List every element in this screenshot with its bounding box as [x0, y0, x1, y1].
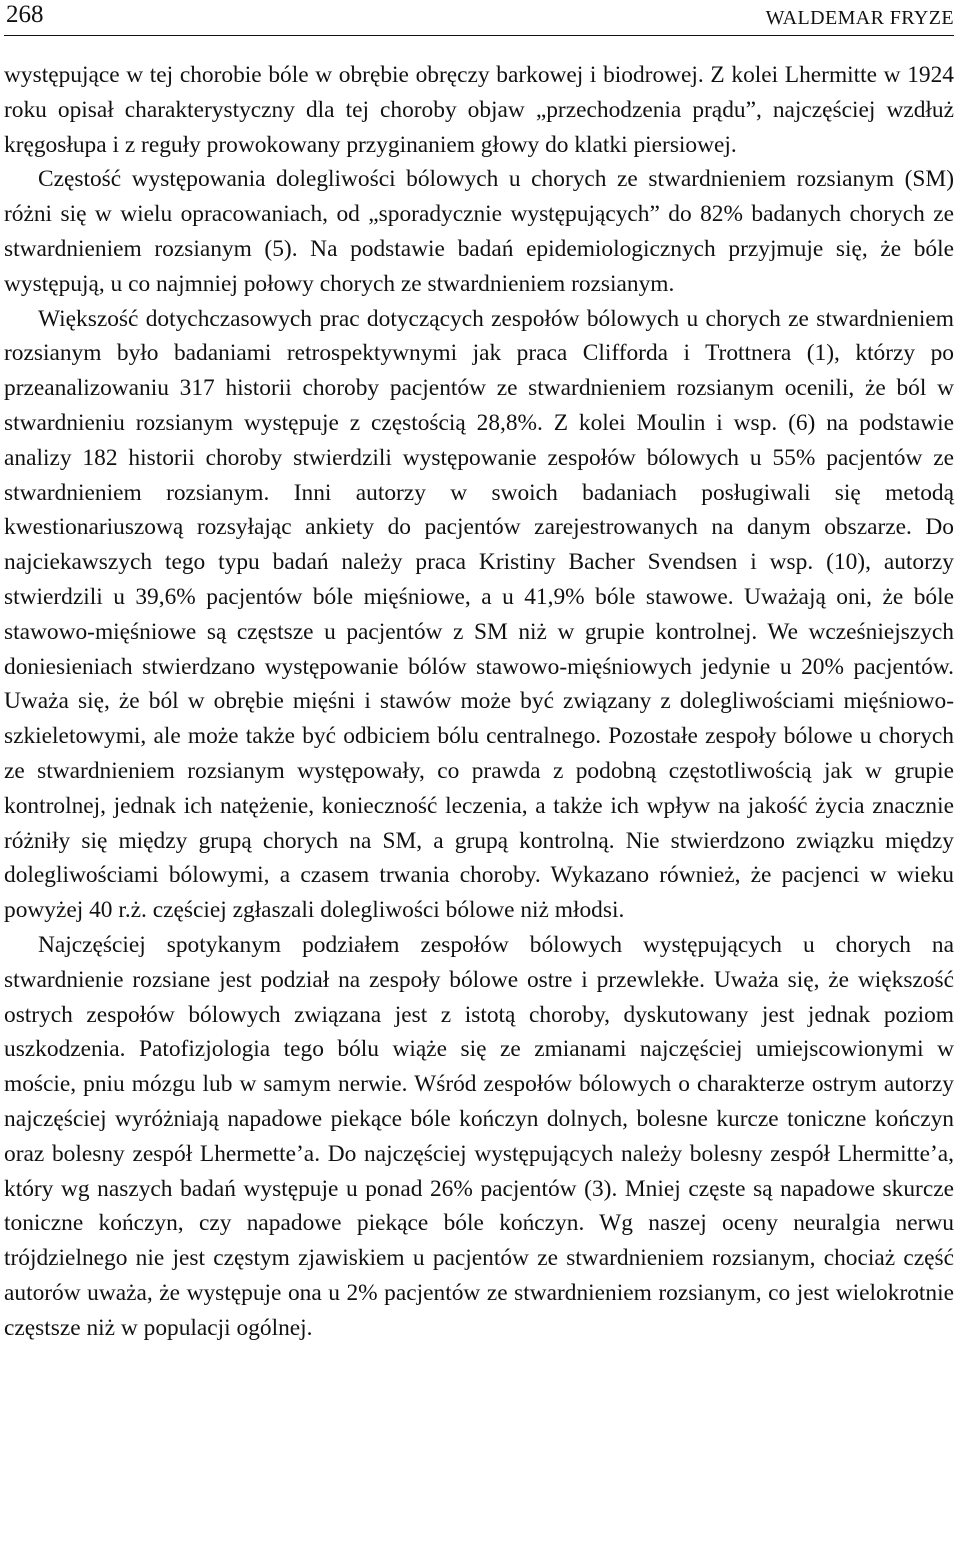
paragraph-4: Najczęściej spotykanym podziałem zespołów bólowych występujących u chorych na stwardnienie rozsiane jest podział na zespoły bólowe ostre i przewlekłe. Uważa się, że większość ostrych zespołów bólowych związana jest z istotą choroby, dyskutowany jest jednak poziom uszkodzenia. Patofizjologia tego bólu wiąże się ze zmianami najczęściej umiejscowionymi w moście, pniu mózgu lub w samym nerwie. Wśród zespołów bólowych o charakterze ostrym autorzy najczęściej wyróżniają napadowe piekące bóle kończyn dolnych, bolesne kurcze toniczne kończyn oraz bolesny zespół Lhermette’a. Do najczęściej występujących należy bolesny zespół Lhermitte’a, który wg naszych badań występuje u ponad 26% pacjentów (3). Mniej częste są napadowe skurcze toniczne kończyn, czy napadowe piekące bóle kończyn. Wg naszej oceny neuralgia nerwu trójdzielnego nie jest częstym zjawiskiem u pacjentów ze stwardnieniem rozsianym, chociaż część autorów uważa, że występuje ona u 2% pacjentów ze stwardnieniem rozsianym, co jest wielokrotnie częstsze niż w populacji ogólnej.: [4, 931, 954, 1341]
header-rule: [4, 35, 954, 36]
page-number: 268: [6, 1, 44, 28]
running-head-author: WALDEMAR FRYZE: [765, 7, 954, 29]
running-head: [4, 2, 954, 30]
paragraph-3: Większość dotychczasowych prac dotyczących zespołów bólowych u chorych ze stwardnieniem rozsianym było badaniami retrospektywnymi jak praca Clifforda i Trottnera (1), którzy po przeanalizowaniu 317 historii choroby pacjentów ze stwardnieniem rozsianym ocenili, że ból w stwardnieniu rozsianym występuje z częstością 28,8%. Z kolei Moulin i wsp. (6) na podstawie analizy 182 historii choroby stwierdzili występowanie zespołów bólowych u 55% pacjentów ze stwardnieniem rozsianym. Inni autorzy w swoich badaniach posługiwali się metodą kwestionariuszową rozsyłając ankiety do pacjentów zarejestrowanych na danym obszarze. Do najciekawszych tego typu badań należy praca Kristiny Bacher Svendsen i wsp. (10), autorzy stwierdzili u 39,6% pacjentów bóle mięśniowe, a u 41,9% bóle stawowe. Uważają oni, że bóle stawowo-mięśniowe są częstsze u pacjentów z SM niż w grupie kontrolnej. We wcześniejszych doniesieniach stwierdzano występowanie bólów stawowo-mięśniowych jedynie u 20% pacjentów. Uważa się, że ból w obrębie mięśni i stawów może być związany z dolegliwościami mięśniowo-szkieletowymi, ale może także być odbiciem bólu centralnego. Pozostałe zespoły bólowe u chorych ze stwardnieniem rozsianym występowały, co prawda z podobną częstotliwością jak w grupie kontrolnej, jednak ich natężenie, konieczność leczenia, a także ich wpływ na jakość życia znacznie różniły się między grupą chorych na SM, a grupą kontrolną. Nie stwierdzono związku między dolegliwościami bólowymi, a czasem trwania choroby. Wykazano również, że pacjenci w wieku powyżej 40 r.ż. częściej zgłaszali dolegliwości bólowe niż młodsi.: [4, 305, 954, 924]
document-page: [4, 0, 954, 1341]
paragraph-2: Częstość występowania dolegliwości bólowych u chorych ze stwardnieniem rozsianym (SM) różni się w wielu opracowaniach, od „sporadycznie występujących” do 82% badanych chorych ze stwardnieniem rozsianym (5). Na podstawie badań epidemiologicznych przyjmuje się, że bóle występują, u co najmniej połowy chorych ze stwardnieniem rozsianym.: [4, 166, 954, 297]
paragraph-1: występujące w tej chorobie bóle w obrębie obręczy barkowej i biodrowej. Z kolei Lhermitte w 1924 roku opisał charakterystyczny dla tej choroby objaw „przechodzenia prądu”, najczęściej wzdłuż kręgosłupa i z reguły prowokowany przyginaniem głowy do klatki piersiowej.: [4, 62, 954, 158]
body-text: [4, 58, 954, 1345]
